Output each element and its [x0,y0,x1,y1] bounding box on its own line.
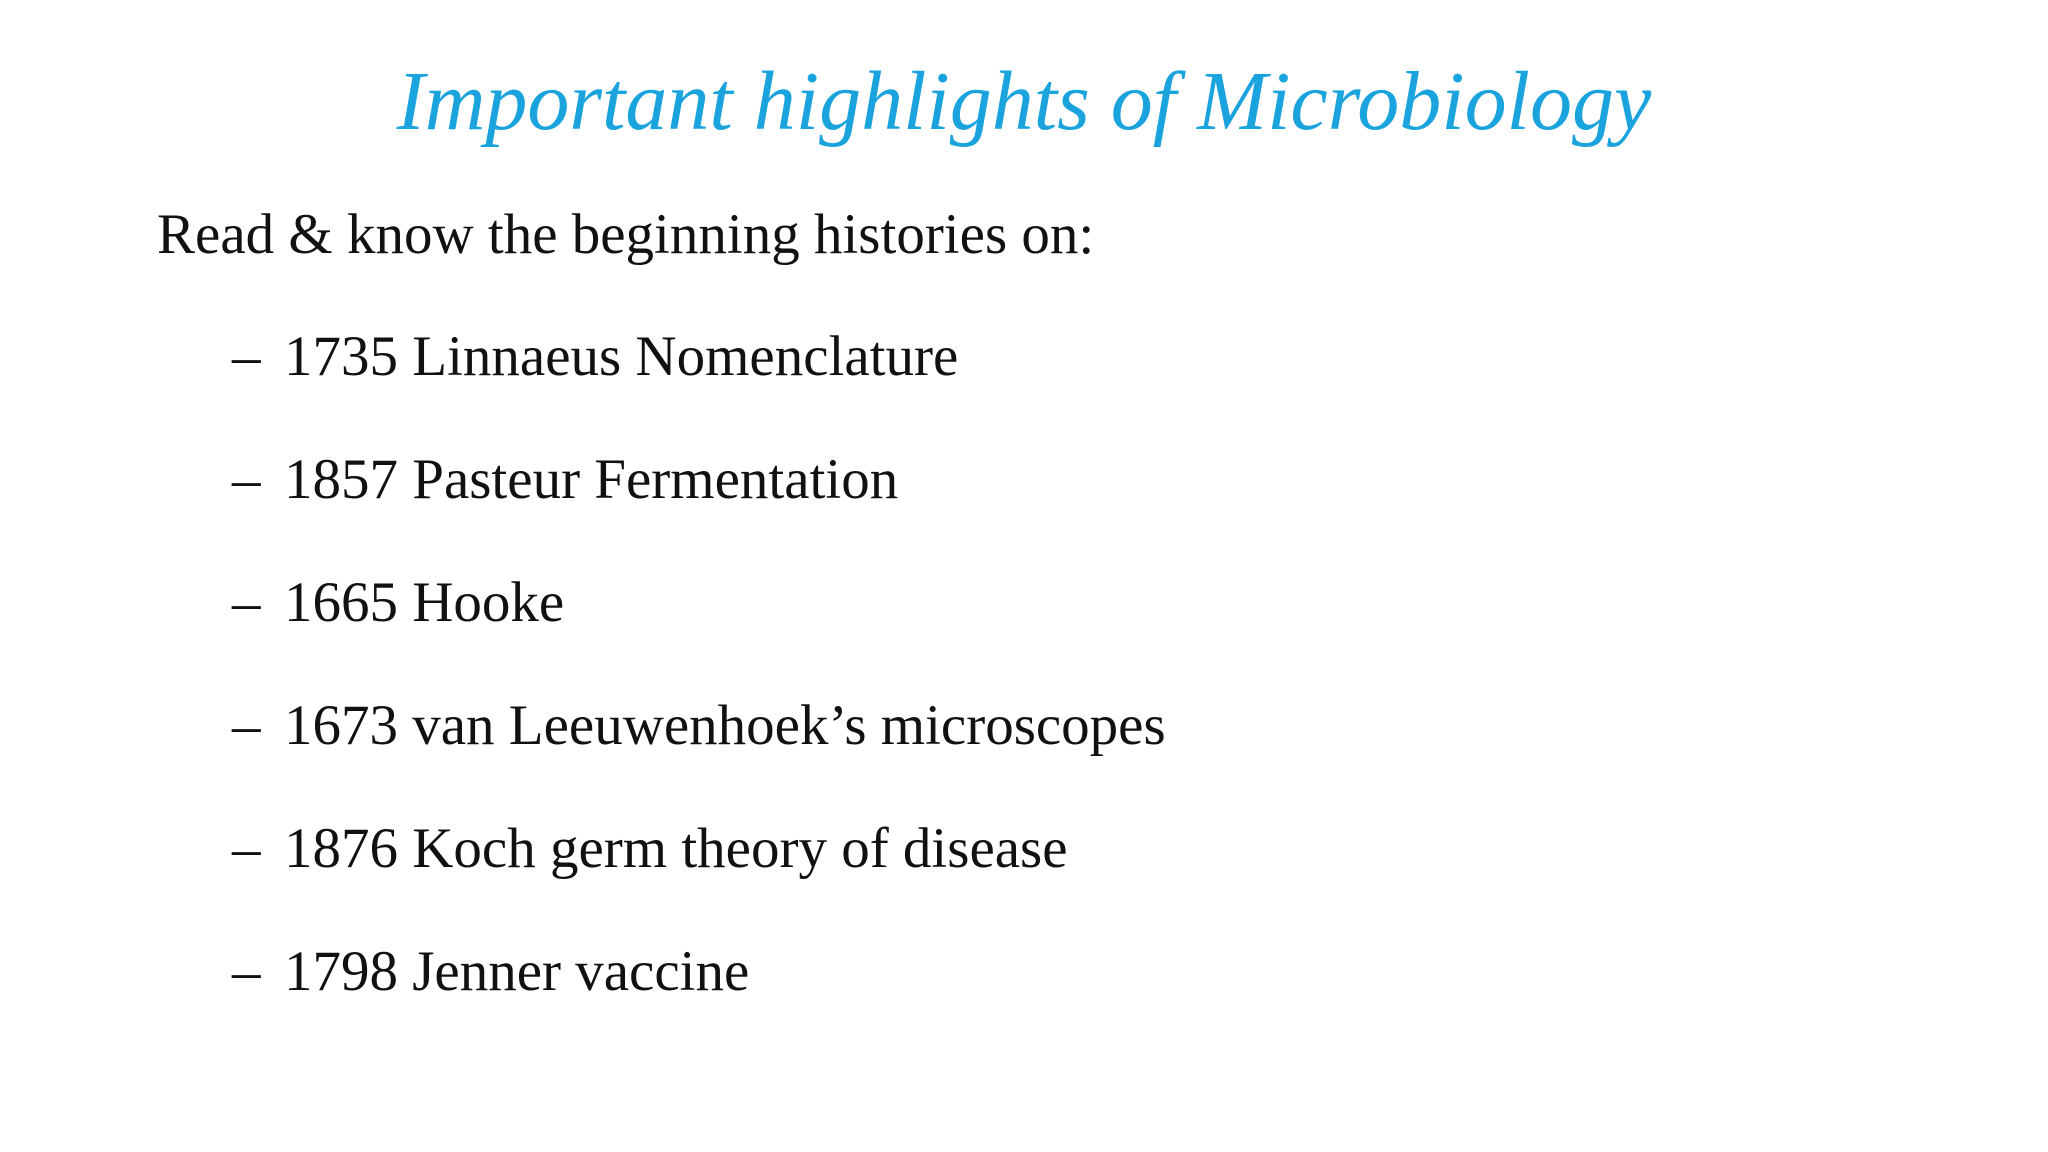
dash-bullet: – [232,325,261,388]
history-list [232,322,1166,1060]
list-item [232,937,1166,1060]
list-item-label: 1876 Koch germ theory of disease [284,817,1068,880]
list-item [232,691,1166,814]
slide-title: Important highlights of Microbiology [396,55,1652,148]
list-item [232,568,1166,691]
dash-bullet: – [232,817,261,880]
list-item-label: 1665 Hooke [284,571,565,634]
list-item [232,445,1166,568]
list-item-label: 1798 Jenner vaccine [284,940,750,1003]
list-item [232,814,1166,937]
dash-bullet: – [232,940,261,1003]
list-item-label: 1673 van Leeuwenhoek’s microscopes [284,694,1166,757]
list-item [232,322,1166,445]
dash-bullet: – [232,448,261,511]
list-item-label: 1857 Pasteur Fermentation [284,448,899,511]
dash-bullet: – [232,571,261,634]
list-item-label: 1735 Linnaeus Nomenclature [284,325,959,388]
intro-text: Read & know the beginning histories on: [157,203,1095,266]
dash-bullet: – [232,694,261,757]
